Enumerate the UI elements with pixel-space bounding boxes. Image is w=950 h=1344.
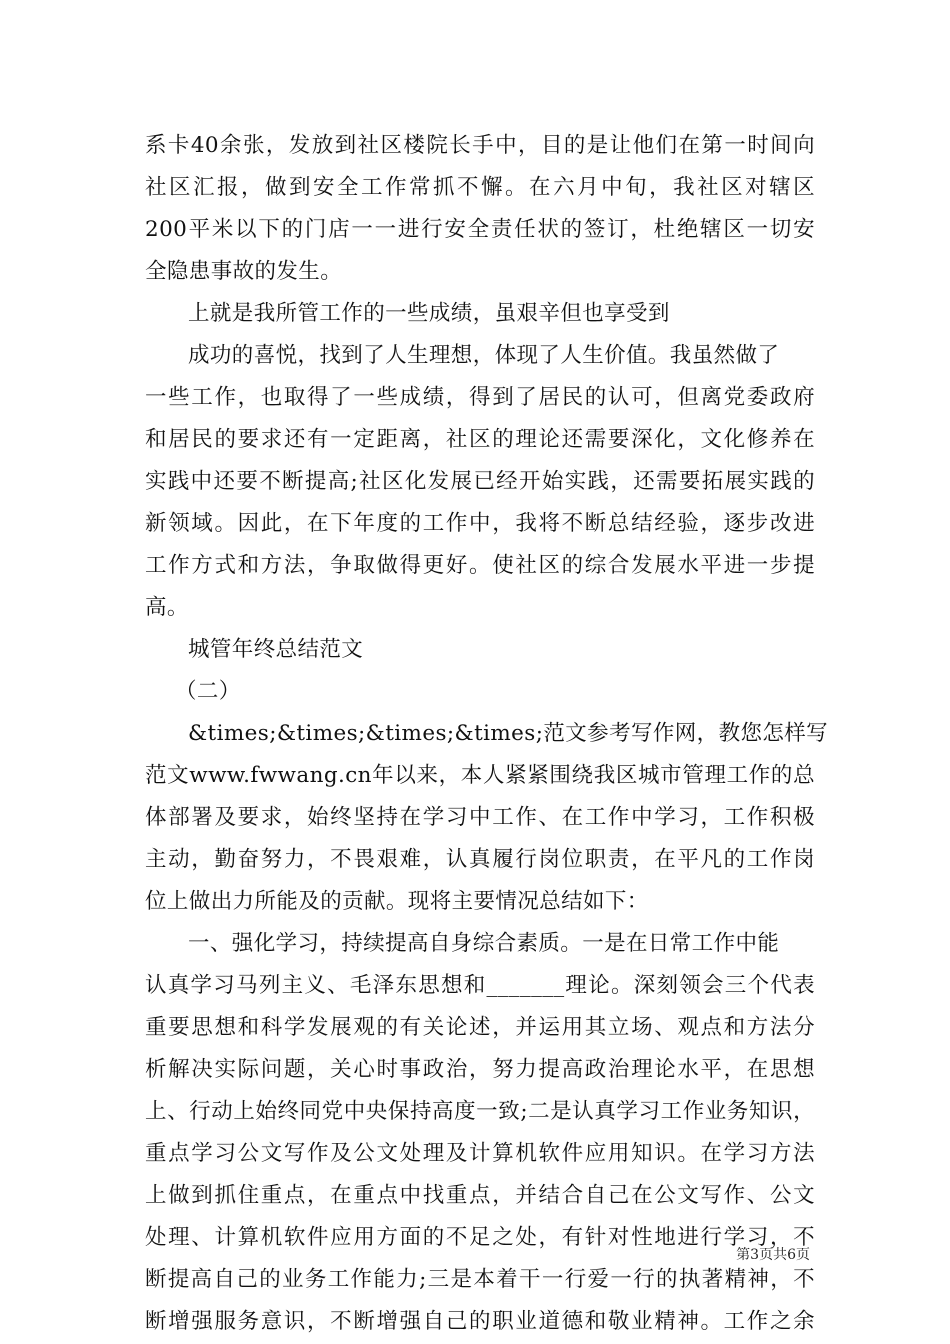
text-line: 主动，勤奋努力，不畏艰难，认真履行岗位职责，在平凡的工作岗 <box>145 847 815 872</box>
text-line: 断提高自己的业务工作能力;三是本着干一行爱一行的执著精神，不 <box>145 1267 815 1292</box>
text-line: 重点学习公文写作及公文处理及计算机软件应用知识。在学习方法 <box>145 1141 815 1166</box>
text-line: 上就是我所管工作的一些成绩，虽艰辛但也享受到 <box>188 301 670 326</box>
text-line: 新领域。因此，在下年度的工作中，我将不断总结经验，逐步改进 <box>145 511 815 536</box>
section-heading: 城管年终总结范文 <box>188 637 364 662</box>
text-line: 一、强化学习，持续提高自身综合素质。一是在日常工作中能 <box>188 931 780 956</box>
page-number: 第3页共6页 <box>736 1247 810 1263</box>
text-line: 上、行动上始终同党中央保持高度一致;二是认真学习工作业务知识， <box>145 1099 815 1124</box>
text-line: 和居民的要求还有一定距离，社区的理论还需要深化，文化修养在 <box>145 427 815 452</box>
text-line: 析解决实际问题，关心时事政治，努力提高政治理论水平，在思想 <box>145 1057 815 1082</box>
text-line: 位上做出力所能及的贡献。现将主要情况总结如下： <box>145 889 649 914</box>
text-line: 重要思想和科学发展观的有关论述，并运用其立场、观点和方法分 <box>145 1015 815 1040</box>
section-subheading: （二） <box>175 679 241 704</box>
text-line: 一些工作，也取得了一些成绩，得到了居民的认可，但离党委政府 <box>145 385 815 410</box>
text-line: 工作方式和方法，争取做得更好。使社区的综合发展水平进一步提 <box>145 553 815 578</box>
text-line: &times;&times;&times;&times;范文参考写作网，教您怎样写 <box>188 721 829 746</box>
text-line: 200平米以下的门店一一进行安全责任状的签订，杜绝辖区一切安 <box>145 217 815 242</box>
text-line: 上做到抓住重点，在重点中找重点，并结合自己在公文写作、公文 <box>145 1183 815 1208</box>
text-line: 系卡40余张，发放到社区楼院长手中，目的是让他们在第一时间向 <box>145 133 815 158</box>
text-line: 认真学习马列主义、毛泽东思想和_______理论。深刻领会三个代表 <box>145 973 815 998</box>
text-line: 范文www.fwwang.cn年以来，本人紧紧围绕我区城市管理工作的总 <box>145 763 815 788</box>
text-line: 全隐患事故的发生。 <box>145 259 343 284</box>
text-line: 体部署及要求，始终坚持在学习中工作、在工作中学习，工作积极 <box>145 805 815 830</box>
document-body <box>145 125 829 1343</box>
text-line: 成功的喜悦，找到了人生理想，体现了人生价值。我虽然做了 <box>188 343 780 368</box>
text-line: 断增强服务意识，不断增强自己的职业道德和敬业精神。工作之余 <box>145 1309 815 1334</box>
text-line: 处理、计算机软件应用方面的不足之处，有针对性地进行学习，不 <box>145 1225 815 1250</box>
text-line: 高。 <box>145 595 189 620</box>
text-line: 社区汇报，做到安全工作常抓不懈。在六月中旬，我社区对辖区 <box>145 175 815 200</box>
text-line: 实践中还要不断提高;社区化发展已经开始实践，还需要拓展实践的 <box>145 469 815 494</box>
